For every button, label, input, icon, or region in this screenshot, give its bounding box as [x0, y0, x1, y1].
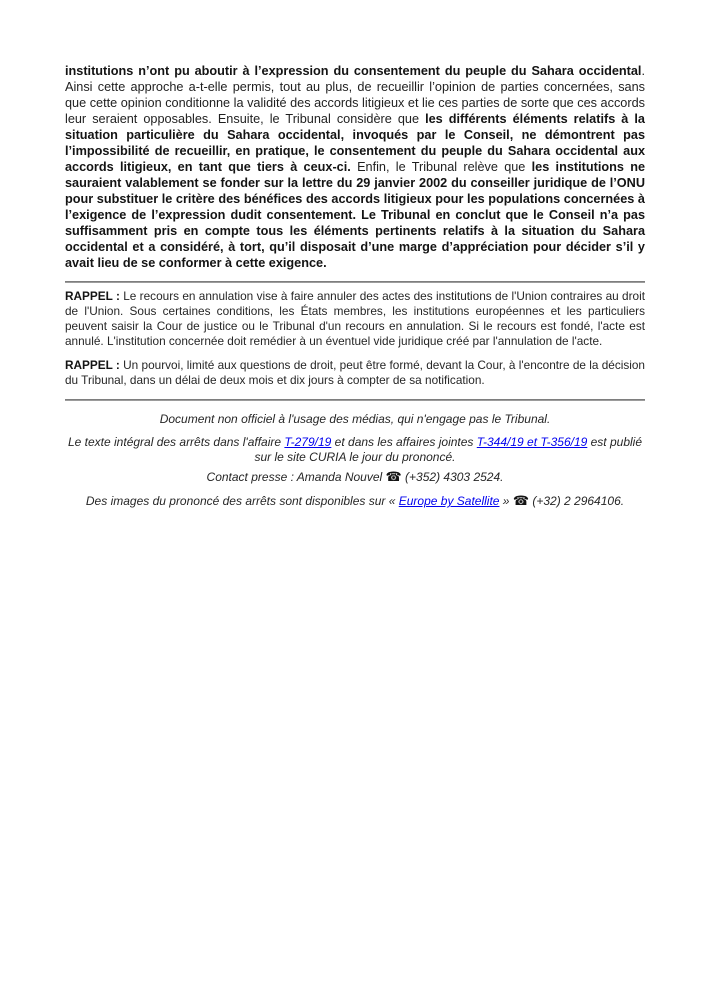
- images-text: Des images du prononcé des arrêts sont disponibles sur «: [85, 494, 399, 508]
- separator-line-top: [65, 281, 645, 283]
- fulltext-line: [65, 435, 645, 465]
- body-paragraph: institutions n’ont pu aboutir à l’expression du consentement du peuple du Sahara occidental. Ainsi cette approche a-t-elle permis, tout au plus, de recueillir l’opinion de parties concernées, sans que cette opinion conditionne la validité des accords litigieux et lie ces parties de sorte que ces accords leur seraient opposables. Ensuite, le Tribunal considère que les différents éléments relatifs à la situation particulière du Sahara occidental, invoqués par le Conseil, ne démontrent pas l’impossibilité de recueillir, en pratique, le consentement du peuple du Sahara occidental aux accords litigieux, en tant que tiers à ceux-ci. Enfin, le Tribunal relève que les institutions ne sauraient valablement se fonder sur la lettre du 29 janvier 2002 du conseiller juridique de l’ONU pour substituer le critère des bénéfices des accords litigieux pour les populations concernées à l’exigence de l’expression dudit consentement. Le Tribunal en conclut que le Conseil n’a pas suffisamment pris en compte tous les éléments pertinents relatifs à la situation du Sahara occidental et a considéré, à tort, qu’il disposait d’une marge d’appréciation pour décider s’il y avait lieu de se conformer à cette exigence.: [65, 64, 645, 270]
- phone-icon: ☎: [385, 469, 402, 484]
- rappel-pourvoi-paragraph: [65, 358, 645, 388]
- rappel-label: RAPPEL :: [65, 289, 120, 303]
- separator-line-bottom: [65, 399, 645, 401]
- phone-icon: ☎: [512, 493, 530, 508]
- fulltext-text: est publié sur le site CURIA le jour du prononcé.: [254, 435, 642, 464]
- images-number: (+32) 2 2964106.: [529, 494, 625, 508]
- contact-text: Contact presse : Amanda Nouvel: [206, 470, 386, 484]
- case-link-t-344-19-t-356-19[interactable]: T-344/19 et T-356/19: [476, 435, 588, 449]
- rappel-text: Un pourvoi, limité aux questions de droit, peut être formé, devant la Cour, à l'encontre de la décision du Tribunal, dans un délai de deux mois et dix jours à compter de sa notification.: [65, 358, 645, 387]
- contact-number: (+352) 4303 2524.: [401, 470, 504, 484]
- case-link-t-279-19[interactable]: T-279/19: [284, 435, 332, 449]
- document-page: [65, 63, 645, 509]
- disclaimer-line: Document non officiel à l'usage des médias, qui n'engage pas le Tribunal.: [159, 412, 551, 426]
- rappel-label: RAPPEL :: [65, 358, 120, 372]
- ebs-images-line: [65, 493, 645, 509]
- europe-by-satellite-link[interactable]: Europe by Satellite: [398, 494, 500, 508]
- fulltext-text: et dans les affaires jointes: [331, 435, 477, 449]
- rappel-text: Le recours en annulation vise à faire annuler des actes des institutions de l'Union contraires au droit de l'Union. Sous certaines conditions, les États membres, les institutions européennes et les particuliers peuvent saisir la Cour de justice ou le Tribunal d'un recours en annulation. Si le recours est fondé, l'acte est annulé. L'institution concernée doit remédier à un éventuel vide juridique créé par l'annulation de l'acte.: [65, 289, 646, 348]
- images-text: »: [499, 494, 513, 508]
- fulltext-text: Le texte intégral des arrêts dans l'affaire: [67, 435, 285, 449]
- press-contact-line: [65, 469, 645, 485]
- rappel-annulation-paragraph: [65, 289, 645, 349]
